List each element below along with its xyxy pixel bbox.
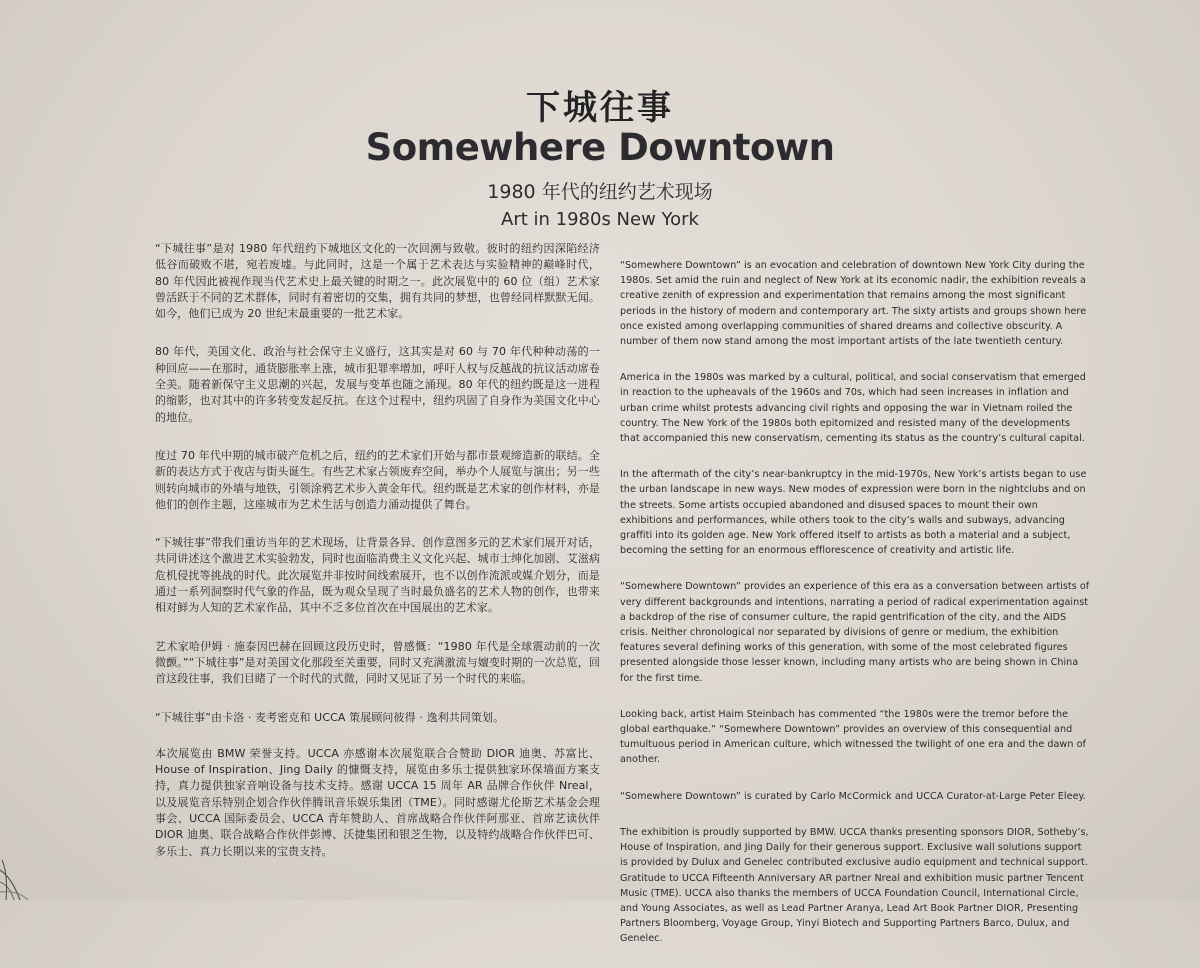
english-paragraph: “Somewhere Downtown” is an evocation and celebration of downtown New York City during the 1980s. Set amid the ruin and neglect of New York at its economic nadir, the exhibition reveals a creative zenith of expression and experimentation that remains among the most significant periods in the history of modern and contemporary art. The sixty artists and groups shown here once existed among overlapping communities of shared dreams and collective obscurity. A number of them now stand among the most important artists of the late twentieth century. [620, 260, 1087, 348]
chinese-paragraph: “下城往事”带我们重访当年的艺术现场，让背景各异、创作意图多元的艺术家们展开对话，共同讲述这个激进艺术实验勃发，同时也面临消费主义文化兴起、城市士绅化加剧、艾滋病危机侵扰等挑战的时代。此次展览并非按时间线索展开，也不以创作流派或媒介划分，而是通过一系列洞察时代气象的作品，既为观众呈现了当时最负盛名的艺术人物的创作，也带来相对鲜为人知的艺术家作品，其中不乏多位首次在中国展出的艺术家。 [155, 536, 600, 615]
subtitle-english: Art in 1980s New York [501, 209, 699, 230]
subtitle-chinese: 1980 年代的纽约艺术现场 [487, 181, 713, 203]
chinese-paragraph: 度过 70 年代中期的城市破产危机之后，纽约的艺术家们开始与都市景观缔造新的联结。全新的表达方式于夜店与街头诞生。有些艺术家占领废弃空间，举办个人展览与演出；另一些则转向城市的外墙与地铁，引领涂鸦艺术步入黄金年代。纽约既是艺术家的创作材料，亦是他们的创作主题，这座城市为艺术生活与创造力涌动提供了舞台。 [155, 448, 600, 511]
english-paragraph: Looking back, artist Haim Steinbach has commented “the 1980s were the tremor before the global earthquake.” “Somewhere Downtown” provides an overview of this consequential and tumultuous period in American culture, which witnessed the twilight of one era and the dawn of another. [620, 708, 1086, 766]
chinese-paragraph: 本次展览由 BMW 荣誉支持。UCCA 亦感谢本次展览联合合赞助 DIOR 迪奥、苏富比、House of Inspiration、Jing Daily 的慷慨支持，展览由多乐士提供独家环保墙面方案支持，真力提供独家音响设备与技术支持。感谢 UCCA 15 周年 AR 品牌合作伙伴 Nreal，以及展览音乐特别企划合作伙伴腾讯音乐娱乐集团（TME）。同时感谢尤伦斯艺术基金会理事会、UCCA 国际委员会、UCCA 青年赞助人、首席战略合作伙伴阿那亚、首席艺读伙伴 DIOR 迪奥、联合战略合作伙伴彭博、沃捷集团和银芝生物，以及特约战略合作伙伴巴可、多乐士、真力长期以来的宝贵支持。 [155, 746, 600, 858]
chinese-paragraph: 80 年代，美国文化、政治与社会保守主义盛行，这其实是对 60 与 70 年代种种动荡的一种回应——在那时，通货膨胀率上涨，城市犯罪率增加，呼吁人权与反越战的抗议活动席卷全美。随着新保守主义思潮的兴起，发展与变革也随之涌现。80 年代的纽约既是这一进程的缩影，也对其中的许多转变发起反抗。在这个过程中，纽约巩固了自身作为美国文化中心的地位。 [155, 345, 600, 424]
english-paragraph: In the aftermath of the city’s near-bankruptcy in the mid-1970s, New York’s artists began to use the urban landscape in new ways. New modes of expression were born in the nightclubs and on the streets. Some artists occupied abandoned and disused spaces to mount their own exhibitions and performances, while others took to the city’s walls and subways, advancing graffiti into its golden age. New York offered itself to artists as both a material and a subject, becoming the setting for an enormous efflorescence of creativity and artistic life. [620, 469, 1087, 557]
english-paragraph: “Somewhere Downtown” is curated by Carlo McCormick and UCCA Curator-at-Large Peter Eleey. [620, 790, 1086, 802]
english-text-column [620, 258, 1090, 968]
chinese-paragraph: “下城往事”由卡洛 · 麦考密克和 UCCA 策展顾问彼得 · 逸利共同策划。 [155, 710, 505, 724]
chinese-paragraph: 艺术家哈伊姆 · 施泰因巴赫在回顾这段历史时，曾感慨：“1980 年代是全球震动前的一次微颤。”“下城往事”是对美国文化那段至关重要，同时又充满激流与嬗变时期的一次总览，回首这段往事，我们目睹了一个时代的式微，同时又见证了另一个时代的来临。 [155, 639, 600, 686]
chinese-text-column [155, 241, 600, 882]
english-paragraph: America in the 1980s was marked by a cultural, political, and social conservatism that emerged in reaction to the upheavals of the 1960s and 70s, which had seen increases in inflation and urban crime whilst protests advancing civil rights and opposing the war in Vietnam roiled the country. The New York of the 1980s both epitomized and resisted many of the developments that accompanied this new conservatism, cementing its status as the country’s cultural capital. [620, 372, 1086, 445]
english-paragraph: “Somewhere Downtown” provides an experience of this era as a conversation between artists of very different backgrounds and intentions, narrating a period of radical experimentation against a backdrop of the rise of consumer culture, the rapid gentrification of the city, and the AIDS crisis. Neither chronological nor separated by divisions of genre or medium, the exhibition features several defining works of this generation, with some of the most celebrated figures presented alongside those lesser known, including many artists who are being shown in China for the first time. [620, 581, 1090, 684]
title-chinese: 下城往事 [526, 88, 674, 128]
english-paragraph: The exhibition is proudly supported by BMW. UCCA thanks presenting sponsors DIOR, Sotheby’s, House of Inspiration, and Jing Daily for their generous support. Exclusive wall solutions support is provided by Dulux and Genelec contributed exclusive audio equipment and technical support. Gratitude to UCCA Fifteenth Anniversary AR partner Nreal and exhibition music partner Tencent Music (TME). UCCA also thanks the members of UCCA Foundation Council, International Circle, and Young Associates, as well as Lead Partner Aranya, Lead Art Book Partner DIOR, Presenting Partners Bloomberg, Voyage Group, Yinyi Biotech and Supporting Partners Barco, Dulux, and Genelec. [620, 826, 1089, 945]
chinese-paragraph: “下城往事”是对 1980 年代纽约下城地区文化的一次回溯与致敬。彼时的纽约因深陷经济低谷而破败不堪，宛若废墟。与此同时，这是一个属于艺术表达与实验精神的巅峰时代，80 年代因此被视作现当代艺术史上最关键的时期之一。此次展览中的 60 位（组）艺术家曾活跃于不同的艺术群体，同时有着密切的交集，拥有共同的梦想，也曾经同样默默无闻。如今，他们已成为 20 世纪末最重要的一批艺术家。 [155, 242, 600, 321]
title-english: Somewhere Downtown [365, 126, 835, 169]
title-block [0, 88, 1200, 232]
plant-leaves-icon [0, 830, 60, 900]
